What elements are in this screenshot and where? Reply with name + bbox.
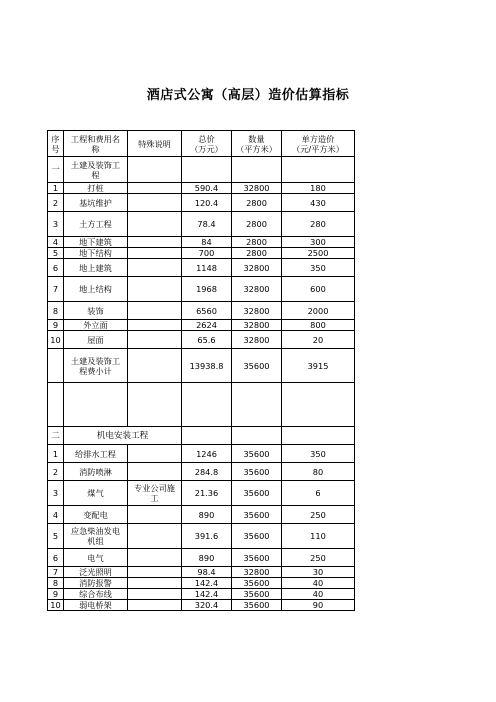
table-row: 5 地下结构 700 2800 2500 xyxy=(48,248,355,259)
table-row: 5 应急柴油发电 机组 391.6 35600 110 xyxy=(48,524,355,549)
cost-estimate-table xyxy=(47,130,355,611)
subtotal-qty: 35600 xyxy=(232,349,282,383)
header-name: 工程和费用名 称 xyxy=(64,131,128,157)
table-row: 9 外立面 2624 32800 800 xyxy=(48,320,355,331)
section-no: 一 xyxy=(48,157,64,183)
section-no: 二 xyxy=(48,427,64,445)
table-row: 1 给排水工程 1246 35600 350 xyxy=(48,445,355,463)
table-row: 3 土方工程 78.4 2800 280 xyxy=(48,212,355,237)
header-spec: 特殊说明 xyxy=(128,131,182,157)
table-row: 8 装饰 6560 32800 2000 xyxy=(48,302,355,320)
table-row: 7 地上结构 1968 32800 600 xyxy=(48,277,355,302)
table-row: 3 煤气 专业公司施 工 21.36 35600 6 xyxy=(48,481,355,506)
header-total: 总价 （万元） xyxy=(182,131,232,157)
header-unit: 单方造价 （元/平方米） xyxy=(282,131,355,157)
header-qty: 数量 （平方米） xyxy=(232,131,282,157)
table-row: 1 打桩 590.4 32800 180 xyxy=(48,183,355,194)
subtotal-name: 土建及装饰工 程费小计 xyxy=(64,349,128,383)
header-no: 序号 xyxy=(48,131,64,157)
page-title: 酒店式公寓（高层）造价估算指标 xyxy=(146,88,350,103)
header-row xyxy=(48,131,355,157)
table-row: 10 屋面 65.6 32800 20 xyxy=(48,331,355,349)
table-row: 2 消防喷淋 284.8 35600 80 xyxy=(48,463,355,481)
table-row: 7 泛光照明 98.4 32800 30 xyxy=(48,567,355,578)
table-row: 4 变配电 890 35600 250 xyxy=(48,506,355,524)
section-row xyxy=(48,427,355,445)
subtotal-row xyxy=(48,349,355,383)
section-name: 土建及装饰工 程 xyxy=(64,157,128,183)
section-row xyxy=(48,157,355,183)
table-row: 6 电气 890 35600 250 xyxy=(48,549,355,567)
table-row: 10 弱电桥架 320.4 35600 90 xyxy=(48,600,355,611)
table-row: 4 地下建筑 84 2800 300 xyxy=(48,237,355,248)
table-row: 2 基坑维护 120.4 2800 430 xyxy=(48,194,355,212)
section-name: 机电安装工程 xyxy=(64,427,182,445)
subtotal-total: 13938.8 xyxy=(182,349,232,383)
table-row: 6 地上建筑 1148 32800 350 xyxy=(48,259,355,277)
subtotal-unit: 3915 xyxy=(282,349,355,383)
table-row: 9 综合布线 142.4 35600 40 xyxy=(48,589,355,600)
blank-row xyxy=(48,383,355,427)
table-row: 8 消防报警 142.4 35600 40 xyxy=(48,578,355,589)
